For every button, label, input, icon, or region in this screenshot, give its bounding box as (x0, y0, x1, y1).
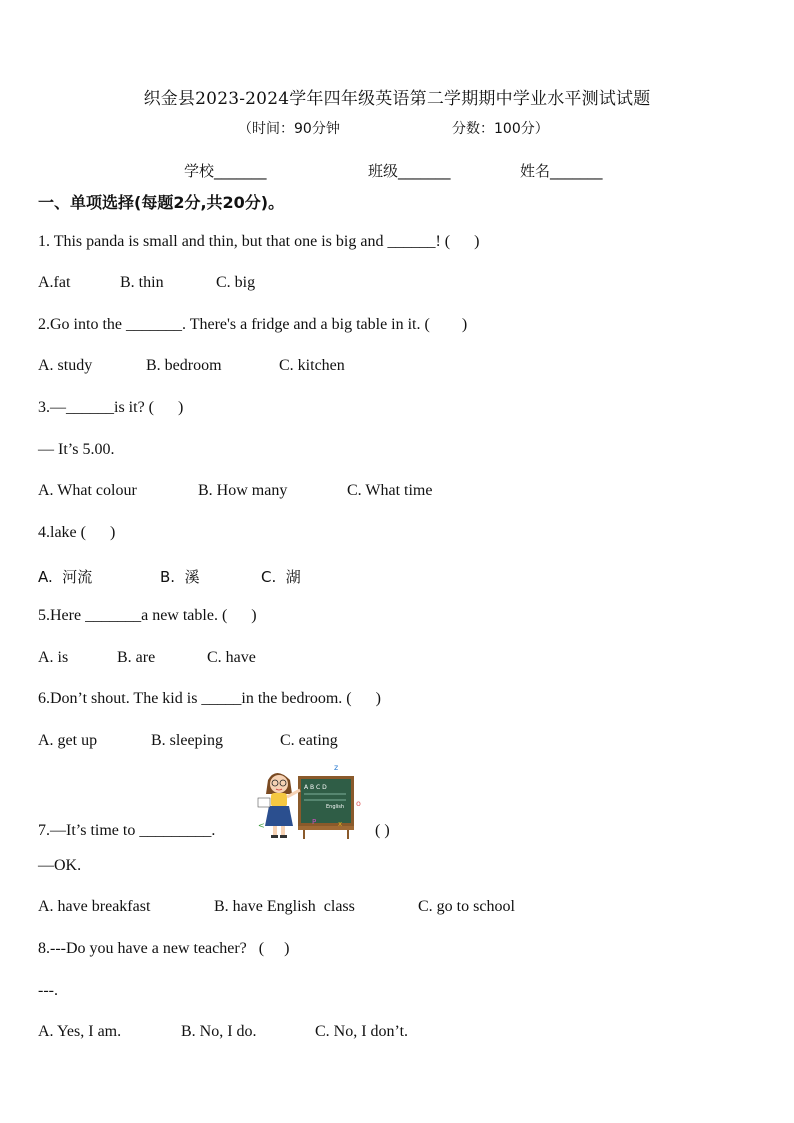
teacher-shirt (271, 793, 287, 807)
question-3-answer-line: — It’s 5.00. (38, 441, 115, 458)
name-field[interactable]: 姓名_______ (520, 162, 603, 180)
question-7-answer-line: —OK. (38, 857, 82, 874)
q5-option-a[interactable]: A. is (38, 649, 69, 666)
exam-time: （时间：90分钟 (238, 121, 340, 137)
q7-option-c[interactable]: C. go to school (418, 898, 515, 915)
teacher-skirt (265, 806, 293, 826)
q8-option-c[interactable]: C. No, I don’t. (315, 1023, 409, 1040)
q6-option-b[interactable]: B. sleeping (151, 732, 223, 749)
q4-option-b[interactable]: B. 溪 (160, 568, 200, 586)
page-title: 织金县2023-2024学年四年级英语第二学期期中学业水平测试试题 (143, 89, 651, 109)
question-5: 5.Here _______a new table. ( ) (38, 607, 257, 624)
q4-option-c[interactable]: C. 湖 (261, 568, 301, 586)
q2-option-a[interactable]: A. study (38, 357, 93, 374)
q8-option-a[interactable]: A. Yes, I am. (38, 1023, 122, 1040)
q1-option-a[interactable]: A.fat (38, 274, 71, 291)
q1-option-b[interactable]: B. thin (120, 274, 164, 291)
q3-option-b[interactable]: B. How many (198, 482, 288, 499)
q5-option-b[interactable]: B. are (117, 649, 156, 666)
svg-text:x: x (338, 820, 343, 828)
q3-option-a[interactable]: A. What colour (38, 482, 137, 499)
book-icon (258, 798, 270, 807)
question-6: 6.Don’t shout. The kid is _____in the bedroom. ( ) (38, 690, 381, 707)
question-7-paren: ( ) (375, 822, 390, 839)
question-4: 4.lake ( ) (38, 524, 116, 541)
q4-option-a[interactable]: A. 河流 (38, 568, 93, 586)
question-1: 1. This panda is small and thin, but that one is big and ______! ( ) (38, 233, 480, 250)
exam-score: 分数：100分） (452, 121, 549, 137)
school-field[interactable]: 学校_______ (184, 162, 267, 180)
q3-option-c[interactable]: C. What time (347, 482, 433, 499)
svg-text:z: z (334, 763, 339, 772)
q1-option-c[interactable]: C. big (216, 274, 256, 291)
class-field[interactable]: 班级_______ (368, 162, 451, 180)
board-word: English (326, 804, 345, 810)
question-8: 8.---Do you have a new teacher? ( ) (38, 940, 290, 957)
q6-option-c[interactable]: C. eating (280, 732, 338, 749)
q2-option-c[interactable]: C. kitchen (279, 357, 345, 374)
q6-option-a[interactable]: A. get up (38, 732, 98, 749)
q5-option-c[interactable]: C. have (207, 649, 256, 666)
section-heading: 一、单项选择(每题2分,共20分)。 (38, 193, 285, 212)
q8-option-b[interactable]: B. No, I do. (181, 1023, 257, 1040)
board-letters: A B C D (304, 784, 327, 791)
question-8-answer-line: ---. (38, 982, 58, 999)
question-3: 3.—______is it? ( ) (38, 399, 184, 416)
question-7: 7.—It’s time to _________. (38, 822, 216, 839)
q7-option-b[interactable]: B. have English class (214, 898, 355, 915)
svg-text:o: o (356, 799, 361, 808)
question-2: 2.Go into the _______. There's a fridge and a big table in it. ( ) (38, 316, 468, 333)
svg-text:P: P (312, 818, 317, 826)
q2-option-b[interactable]: B. bedroom (146, 357, 222, 374)
teacher-blackboard-illustration (254, 762, 366, 840)
q7-option-a[interactable]: A. have breakfast (38, 898, 151, 915)
svg-text:<: < (258, 821, 265, 830)
